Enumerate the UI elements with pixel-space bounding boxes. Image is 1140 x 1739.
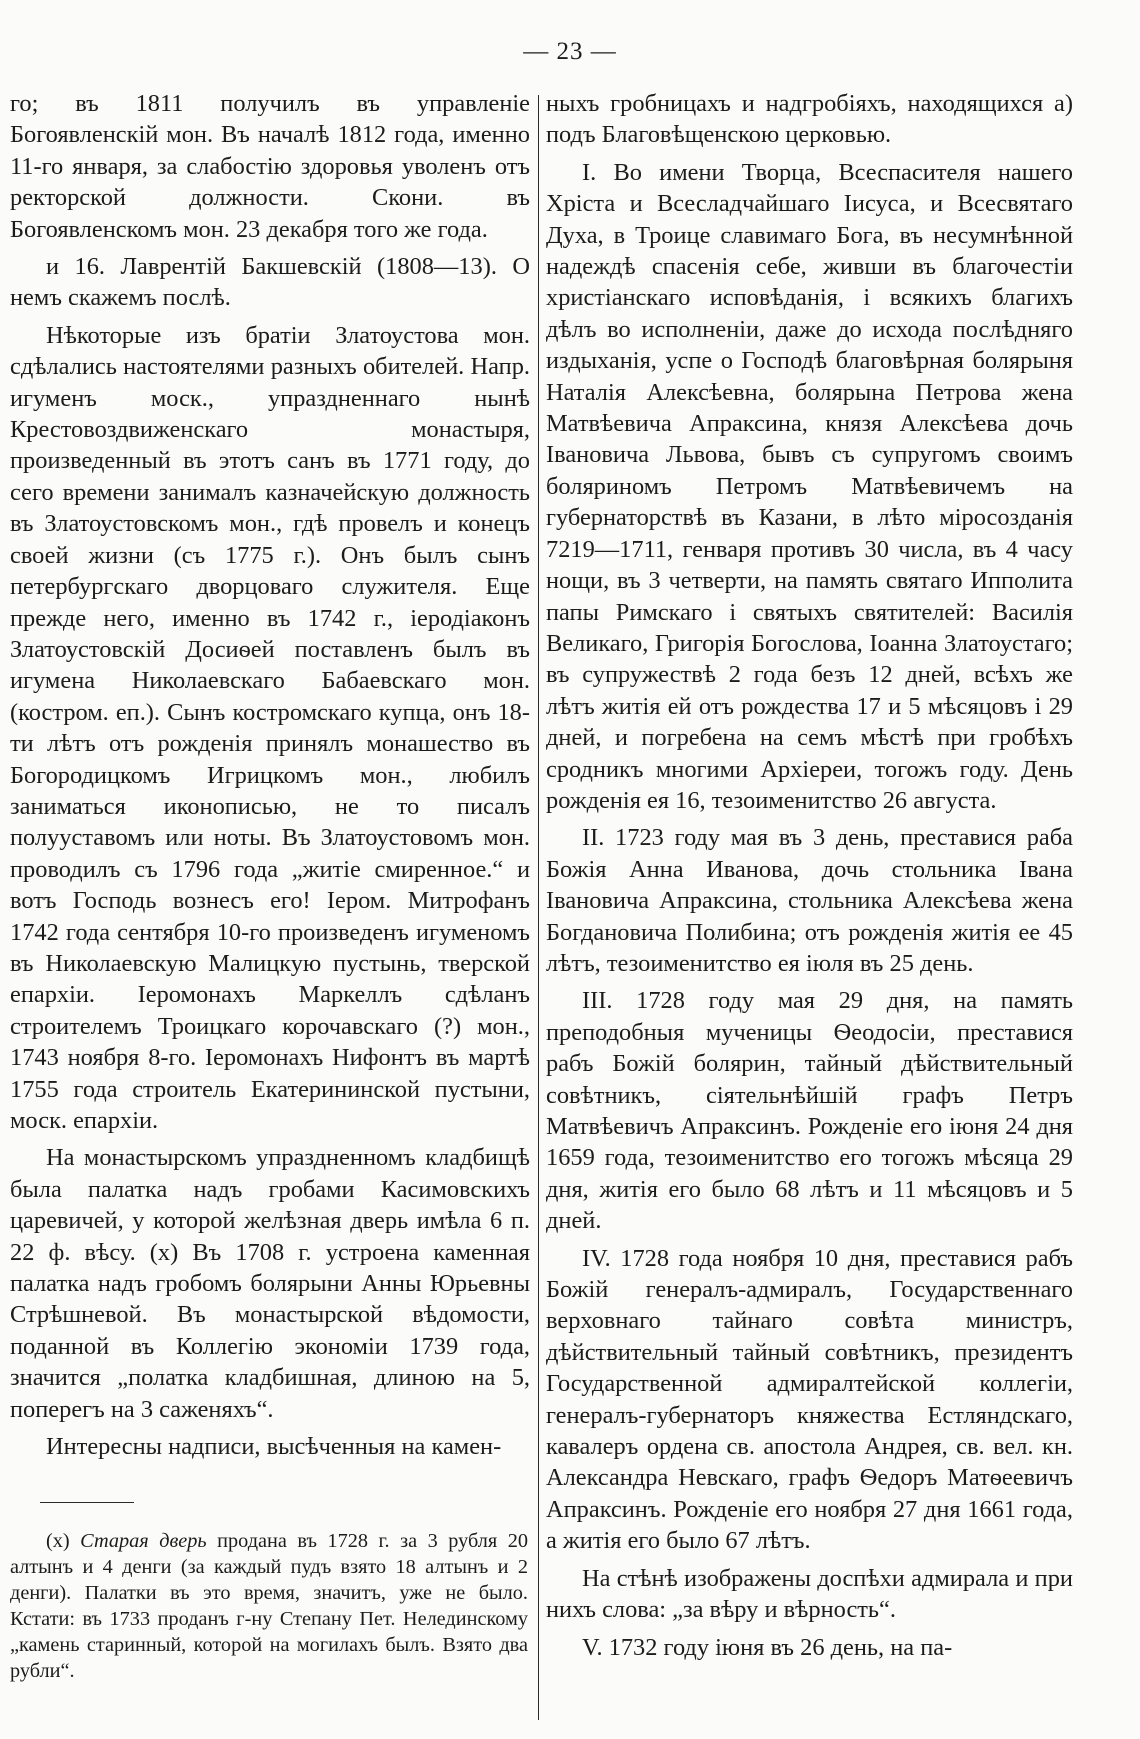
footnote bbox=[10, 1528, 528, 1684]
paragraph: V. 1732 году іюня въ 26 день, на па- bbox=[582, 1633, 953, 1661]
page-number: — 23 — bbox=[523, 38, 617, 65]
footnote-rule bbox=[40, 1502, 134, 1503]
footnote-marker: (x) bbox=[46, 1530, 70, 1552]
paragraph: III. 1728 году мая 29 дня, на память преподобныя мученицы Ѳеодосіи, преставися рабъ Божій болярин, тайный дѣйствительный совѣтникъ, сіятельнѣйшій графъ Петръ Матвѣевичъ Апраксинъ. Рожденіе его іюня 24 дня 1659 года, тезоименитство его тогожъ мѣсяца 29 дня, житія его было 68 лѣтъ и 11 мѣсяцовъ и 5 дней. bbox=[546, 987, 1073, 1235]
right-column bbox=[546, 88, 1073, 1669]
paragraph: На монастырскомъ упраздненномъ кладбищѣ была палатка надъ гробами Касимовскихъ царевичей, у которой желѣзная дверь имѣла 6 п. 22 ф. вѣсу. (x) Въ 1708 г. устроена каменная палатка надъ гробомъ болярыни Анны Юрьевны Стрѣшневой. Въ монастырской вѣдомости, поданной въ Коллегію экономіи 1739 года, значится „полатка кладбишная, длиною на 5, поперегъ на 3 саженяхъ“. bbox=[10, 1144, 530, 1423]
footnote-italic: Старая дверь bbox=[80, 1530, 207, 1552]
paragraph: го; въ 1811 получилъ въ управленіе Богоявленскій мон. Въ началѣ 1812 года, именно 11-го января, за слабостію здоровья уволенъ отъ ректорской должности. Скони. въ Богоявленскомъ мон. 23 декабря того же года. bbox=[10, 90, 530, 243]
column-divider bbox=[538, 95, 539, 1720]
footnote-text: продана въ 1728 г. за 3 рубля 20 алтынъ и 4 денги (за каждый пудъ взято 18 алтынъ и 2 денги). Палатки въ это время, значитъ, уже не было. Кстати: въ 1733 проданъ г-ну Степану Пет. Нелединскому „камень старинный, которой на могилахъ былъ. Взято два рубли“. bbox=[10, 1530, 528, 1682]
paragraph: и 16. Лаврентій Бакшевскій (1808—13). О немъ скажемъ послѣ. bbox=[10, 253, 530, 312]
paragraph: IV. 1728 года ноября 10 дня, преставися рабъ Божій генералъ-адмиралъ, Государственнаго верховнаго тайнаго совѣта министръ, дѣйствительный тайный совѣтникъ, президентъ Государственной адмиралтейской коллегіи, генералъ-губернаторъ княжества Естляндскаго, кавалеръ ордена св. апостола Андрея, св. вел. кн. Александра Невскаго, графъ Ѳедоръ Матѳеевичъ Апраксинъ. Рожденіе его ноября 27 дня 1661 года, а житія его было 67 лѣтъ. bbox=[546, 1244, 1073, 1555]
paragraph: II. 1723 году мая въ 3 день, преставися раба Божія Анна Иванова, дочь стольника Івана Івановича Апраксина, стольника Алексѣева жена Богдановича Полибина; отъ рожденія житія ее 45 лѣтъ, тезоименитство ея іюля въ 25 день. bbox=[546, 824, 1073, 977]
paragraph: Интересны надписи, высѣченныя на камен- bbox=[46, 1433, 502, 1461]
paragraph: I. Во имени Творца, Всеспасителя нашего Хріста и Всесладчайшаго Іисуса, и Всесвятаго Духа, в Троице славимаго Бога, въ несумнѣнной надеждѣ спасенія себе, живши въ благочестіи христіанскаго исповѣданія, і всякихъ благихъ дѣлъ во исполненіи, даже до исхода послѣдняго издыханія, успе о Господѣ благовѣрная болярыня Наталія Алексѣевна, болярына Петрова жена Матвѣевича Апраксина, князя Алексѣева дочь Івановича Львова, бывъ съ супругомъ своимъ боляриномъ Петромъ Матвѣевичемъ на губернаторствѣ въ Казани, в лѣто міросозданія 7219—1711, генваря противъ 30 числа, въ 4 часу нощи, въ 3 четверти, на память святаго Ипполита папы Римскаго і святыхъ святителей: Василія Великаго, Григорія Богослова, Іоанна Златоустаго; въ супружествѣ 2 года безъ 12 дней, всѣхъ же лѣтъ житія ей отъ рождества 17 и 5 мѣсяцовъ і 29 дней, и погребена на семъ мѣстѣ при гробѣхъ сродникъ многими Архіереи, тогожъ году. День рожденія ея 16, тезоименитство 26 августа. bbox=[546, 158, 1073, 814]
paragraph: Нѣкоторые изъ братіи Златоустова мон. сдѣлались настоятелями разныхъ обителей. Напр. игуменъ моск., упраздненнаго нынѣ Крестовоздвиженскаго монастыря, произведенный въ этотъ санъ въ 1771 году, до сего времени занималъ казначейскую должность въ Златоустовскомъ мон., гдѣ провелъ и конецъ своей жизни (съ 1775 г.). Онъ былъ сынъ петербургскаго дворцоваго служителя. Еще прежде него, именно въ 1742 г., іеродіаконъ Златоустовскій Досиѳей поставленъ былъ въ игумена Николаевскаго Бабаевскаго мон. (костром. еп.). Сынъ костромскаго купца, онъ 18-ти лѣтъ отъ рожденія принялъ монашество въ Богородицкомъ Игрицкомъ мон., любилъ заниматься иконописью, не то писалъ полууставомъ или ноты. Въ Златоустовомъ мон. проводилъ съ 1796 года „житіе смиренное.“ и вотъ Господь вознесъ его! Іером. Митрофанъ 1742 года сентября 10-го произведенъ игуменомъ въ Николаевскую Малицкую пустынь, тверской епархіи. Іеромонахъ Маркеллъ сдѣланъ строителемъ Троицкаго корочавскаго (?) мон., 1743 ноября 8-го. Іеромонахъ Нифонтъ въ мартѣ 1755 года строитель Екатерининской пустыни, моск. епархіи. bbox=[10, 321, 530, 1134]
left-column bbox=[10, 88, 530, 1468]
paragraph: ныхъ гробницахъ и надгробіяхъ, находящихся а) подъ Благовѣщенскою церковью. bbox=[546, 90, 1073, 149]
paragraph: На стѣнѣ изображены доспѣхи адмирала и при нихъ слова: „за вѣру и вѣрность“. bbox=[546, 1564, 1073, 1624]
